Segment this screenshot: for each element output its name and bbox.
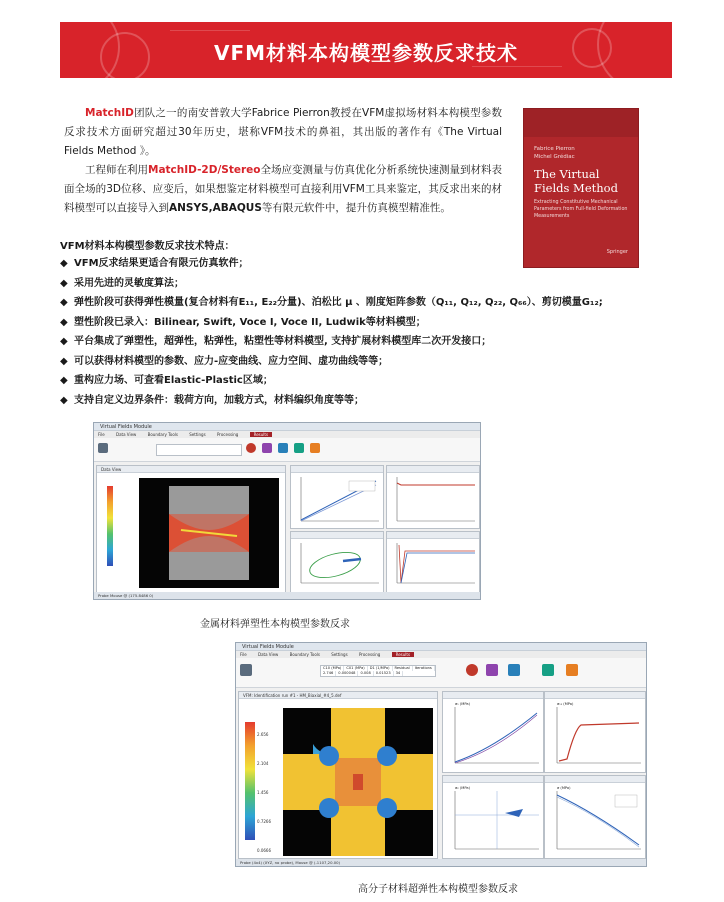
book-author: Fabrice Pierron	[534, 146, 575, 152]
intro-paragraph-1	[64, 104, 502, 161]
status-bar: Probe (4x4) (XYZ, no probe), Mouse @ (-1107,20.00)	[236, 859, 646, 866]
identification-panel	[238, 691, 438, 859]
plot-panel	[290, 465, 384, 529]
colorbar	[245, 722, 255, 840]
caption-metal: 金属材料弹塑性本构模型参数反求	[200, 619, 350, 630]
line-decoration	[170, 30, 250, 31]
bullet-icon: ◆	[60, 277, 68, 289]
book-subtitle: Extracting Constitutive Mechanical Parameters from Full-field Deformation Measurements	[534, 200, 628, 219]
menu-boundary-tools[interactable]: Boundary Tools	[289, 652, 320, 657]
menu-results[interactable]: Results	[392, 652, 414, 657]
plot-panel	[386, 465, 480, 529]
screenshot-polymer-vfm	[235, 642, 647, 867]
page-title: VFM材料本构模型参数反求技术	[213, 41, 519, 65]
line-decoration	[472, 66, 562, 67]
plot-panel	[544, 775, 646, 859]
book-cover-top	[524, 109, 638, 137]
list-item: ◆ 可以获得材料模型的参数、应力-应变曲线、应力空间、虚功曲线等等；	[60, 352, 700, 372]
bullet-icon: ◆	[60, 375, 68, 386]
book-authors	[534, 145, 575, 161]
features-list	[60, 254, 700, 410]
plot-chart	[443, 699, 543, 771]
strain-field-image	[139, 478, 279, 588]
menu-data-view[interactable]: Data View	[257, 652, 279, 657]
book-title: The Virtual Fields Method	[534, 167, 618, 195]
intro-p1-text: 团队之一的南安普敦大学Fabrice Pierron教授在VFM虚拟场材料本构模型参数反求技术方面研究超过30年历史，堪称VFM技术的鼻祖，其出版的著作有《The Virtual Fields Method 》。	[64, 107, 502, 157]
menu-bar	[236, 651, 646, 658]
colorbar	[107, 486, 113, 566]
menu-processing[interactable]: Processing	[216, 432, 239, 437]
plot-chart	[291, 473, 383, 528]
status-bar: Probe Mouse @ (175.8486 0)	[94, 592, 480, 599]
title-banner	[60, 22, 672, 78]
settings-icon[interactable]	[508, 664, 520, 676]
window-title: Virtual Fields Module	[236, 643, 646, 651]
plot-chart	[545, 699, 645, 771]
stress-field-image	[283, 708, 433, 856]
book-publisher: Springer	[606, 249, 628, 255]
intro-p2-end: 等有限元软件中，提升仿真模型精准性。	[261, 202, 451, 214]
axis-label: σ (MPa)	[557, 786, 571, 790]
matchid-highlight: MatchID	[85, 107, 134, 119]
data-view-panel	[96, 465, 286, 593]
list-item: ◆ 采用先进的灵敏度算法；	[60, 274, 700, 294]
bullet-icon: ◆	[60, 394, 68, 406]
colorbar-labels: 2.656 2.104 1.456 0.7266 0.0666	[257, 732, 271, 853]
bullet-icon: ◆	[60, 258, 68, 269]
arrange-icon[interactable]	[240, 664, 252, 676]
menu-settings[interactable]: Settings	[331, 652, 348, 657]
ribbon-toolbar	[94, 438, 480, 462]
list-item: ◆ 重构应力场、可查看Elastic-Plastic区域；	[60, 371, 700, 391]
plot-panel	[386, 531, 480, 593]
menu-data-view[interactable]: Data View	[115, 432, 137, 437]
features-section	[60, 237, 700, 410]
book-author: Michel Grédiac	[534, 154, 575, 160]
menu-boundary-tools[interactable]: Boundary Tools	[147, 432, 178, 437]
cruciform-svg	[283, 708, 433, 856]
settings-icon[interactable]	[278, 443, 288, 453]
caption-polymer: 高分子材料超弹性本构模型参数反求	[358, 884, 518, 895]
menu-bar	[94, 431, 480, 438]
identification-icon[interactable]	[542, 664, 554, 676]
bullet-icon: ◆	[60, 336, 68, 347]
continue-icon[interactable]	[466, 664, 478, 676]
view-results-icon[interactable]	[566, 664, 578, 676]
menu-results[interactable]: Results	[250, 432, 272, 437]
axis-label: σ₂ (MPa)	[455, 786, 470, 790]
intro-paragraph-2	[64, 161, 502, 218]
window-title: Virtual Fields Module	[94, 423, 480, 431]
axis-label: σ₁₂ (MPa)	[557, 702, 574, 706]
plot-chart	[443, 783, 543, 857]
intro-p2-pre: 工程师在利用	[85, 164, 148, 176]
menu-file[interactable]: File	[240, 652, 247, 657]
list-item: ◆ 支持自定义边界条件：载荷方向，加载方式，材料编织角度等等；	[60, 391, 700, 411]
intro-p2-mid: 全场应变测量与仿真优化分析系统快速测量到材料表面全场的3D位移、应变后，如果想鉴定材料模型可直接利用VFM工具来鉴定，其反求出来的材料模型可以直接导入到	[64, 164, 503, 214]
ribbon-toolbar	[236, 658, 646, 688]
software-names: ANSYS,ABAQUS	[169, 202, 262, 214]
intro-text	[64, 104, 502, 218]
sensitivity-icon[interactable]	[262, 443, 272, 453]
list-item: ◆ 平台集成了弹塑性，超弹性，粘弹性，粘塑性等材料模型, 支持扩展材料模型库二次开发接口；	[60, 332, 700, 352]
plot-panel	[544, 691, 646, 773]
plot-panel	[442, 691, 544, 773]
plot-chart	[387, 539, 479, 592]
list-item: ◆ 弹性阶段可获得弹性模量(复合材料有E₁₁, E₂₂分量)、泊松比 μ 、刚度矩阵参数（Q₁₁, Q₁₂, Q₂₂, Q₆₆）、剪切模量G₁₂;	[60, 293, 700, 313]
list-item: ◆ VFM反求结果更适合有限元仿真软件；	[60, 254, 700, 274]
bullet-icon: ◆	[60, 297, 68, 308]
view-results-icon[interactable]	[310, 443, 320, 453]
axis-label: σ₁ (MPa)	[455, 702, 470, 706]
list-item: ◆ 塑性阶段已录入：Bilinear, Swift, Voce I, Voce II, Ludwik等材料模型；	[60, 313, 700, 333]
menu-settings[interactable]: Settings	[189, 432, 206, 437]
plot-chart	[387, 473, 479, 528]
sensitivity-icon[interactable]	[486, 664, 498, 676]
plot-chart	[291, 539, 383, 592]
menu-file[interactable]: File	[98, 432, 105, 437]
plot-panel	[290, 531, 384, 593]
results-table: C10 (MPa) C01 (MPa) D1 (1/MPa) Residual Iterations 2.746 0.000048 0.008 0.01523 34	[320, 665, 436, 677]
bullet-icon: ◆	[60, 316, 68, 328]
matchid-stereo-highlight: MatchID-2D/Stereo	[148, 164, 261, 176]
bullet-icon: ◆	[60, 355, 68, 367]
features-title: VFM材料本构模型参数反求技术特点：	[60, 241, 235, 252]
screenshot-metal-vfm	[93, 422, 481, 600]
continue-icon[interactable]	[246, 443, 256, 453]
plot-panel	[442, 775, 544, 859]
panel-title: Data View	[97, 466, 285, 473]
plot-chart	[545, 783, 645, 857]
menu-processing[interactable]: Processing	[358, 652, 381, 657]
identification-icon[interactable]	[294, 443, 304, 453]
panel-title: VFM: Identification run #1 - HM_Biaxial_#4_5.def	[239, 692, 437, 699]
specimen-svg	[139, 478, 279, 588]
results-table	[156, 444, 242, 456]
arrange-icon[interactable]	[98, 443, 108, 453]
